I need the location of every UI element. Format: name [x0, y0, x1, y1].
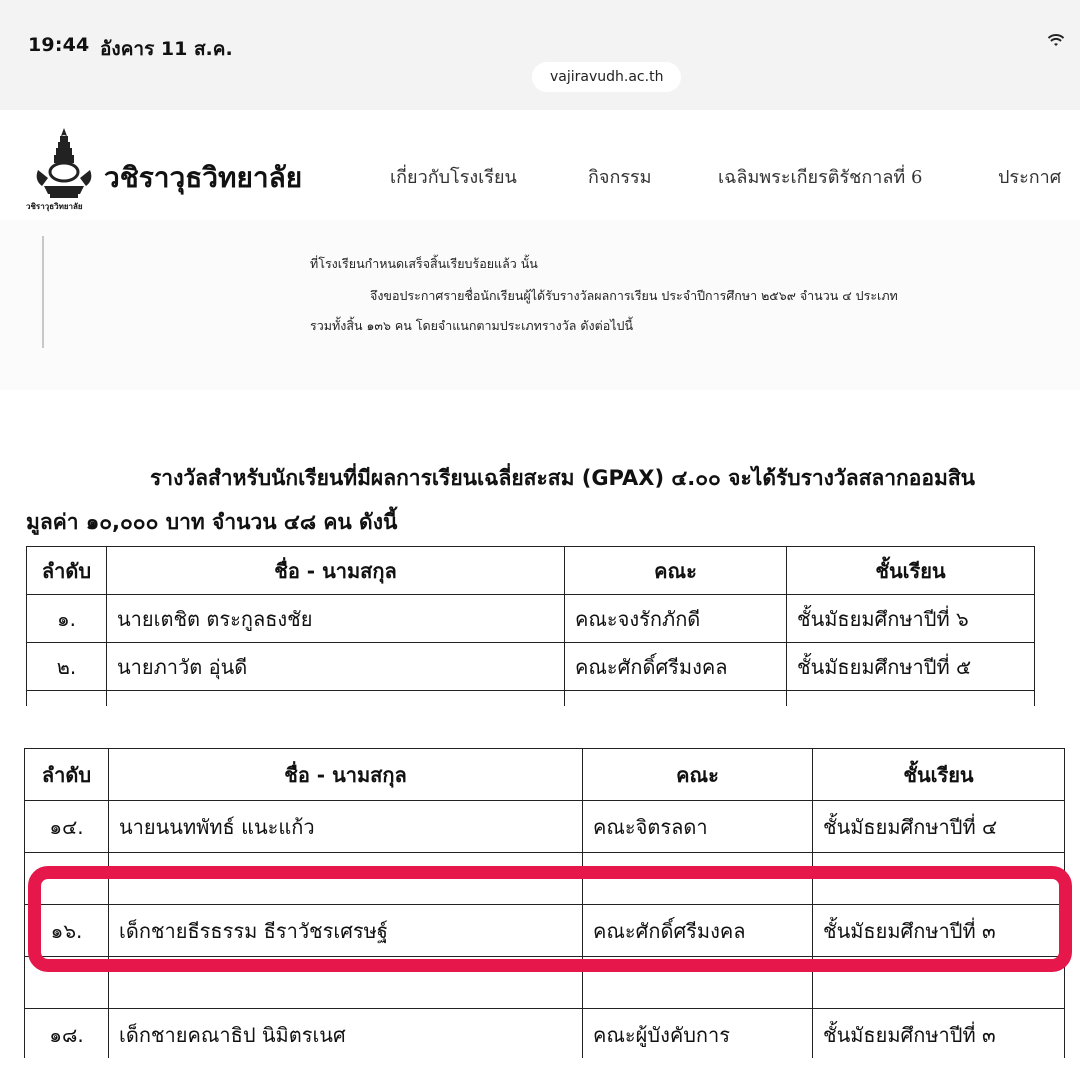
award-table-top — [26, 546, 1035, 711]
cell-order: ๑๔. — [25, 801, 109, 853]
excerpt-divider — [42, 236, 44, 348]
cell-grade: ชั้นมัธยมศึกษาปีที่ ๕ — [787, 643, 1035, 691]
cell-house: คณะศักดิ์ศรีมงคล — [565, 643, 787, 691]
nav-announcements[interactable]: ประกาศ — [998, 167, 1062, 188]
highlight-box — [28, 866, 1072, 972]
col-header-grade: ชั้นเรียน — [787, 547, 1035, 595]
col-header-order: ลำดับ — [25, 749, 109, 801]
status-time: 19:44 — [28, 34, 90, 56]
col-header-name: ชื่อ - นามสกุล — [109, 749, 583, 801]
cell-grade: ชั้นมัธยมศึกษาปีที่ ๖ — [787, 595, 1035, 643]
excerpt-line: ที่โรงเรียนกำหนดเสร็จสิ้นเรียบร้อยแล้ว นั้น — [310, 256, 538, 271]
cell-grade: ชั้นมัธยมศึกษาปีที่ ๔ — [813, 801, 1065, 853]
table-header-row — [25, 749, 1065, 801]
status-date: อังคาร 11 ส.ค. — [100, 38, 233, 60]
cell-house: คณะจงรักภักดี — [565, 595, 787, 643]
crest-caption: วชิราวุธวิทยาลัย — [26, 202, 83, 211]
excerpt-line: จึงขอประกาศรายชื่อนักเรียนผู้ได้รับรางวัลผลการเรียน ประจำปีการศึกษา ๒๕๖๙ จำนวน ๔ ประเภท — [370, 288, 898, 303]
screenshot-crop-gap — [0, 706, 1080, 730]
col-header-house: คณะ — [565, 547, 787, 595]
cell-order: ๑๖. — [25, 905, 109, 957]
col-header-order: ลำดับ — [27, 547, 107, 595]
table-row — [25, 801, 1065, 853]
table-row — [27, 643, 1035, 691]
cell-house: คณะผู้บังคับการ — [583, 1009, 813, 1061]
excerpt-line: รวมทั้งสิ้น ๑๓๖ คน โดยจำแนกตามประเภทรางวัล ดังต่อไปนี้ — [310, 318, 633, 333]
cell-grade: ชั้นมัธยมศึกษาปีที่ ๓ — [813, 905, 1065, 957]
col-header-grade: ชั้นเรียน — [813, 749, 1065, 801]
announcement-excerpt — [0, 220, 1080, 390]
site-logo-text[interactable]: วชิราวุธวิทยาลัย — [104, 161, 303, 194]
table-header-row — [27, 547, 1035, 595]
site-header — [0, 110, 1080, 220]
col-header-house: คณะ — [583, 749, 813, 801]
cell-house: คณะศักดิ์ศรีมงคล — [583, 905, 813, 957]
cell-name: นายนนทพัทธ์ แนะแก้ว — [109, 801, 583, 853]
nav-about[interactable]: เกี่ยวกับโรงเรียน — [390, 167, 517, 188]
page-bottom-edge — [0, 1058, 1080, 1080]
table-row — [25, 1009, 1065, 1061]
table-row — [27, 595, 1035, 643]
cell-order: ๒. — [27, 643, 107, 691]
nav-activities[interactable]: กิจกรรม — [588, 167, 652, 188]
cell-name: นายเตชิต ตระกูลธงชัย — [107, 595, 565, 643]
cell-order: ๑๘. — [25, 1009, 109, 1061]
cell-name: เด็กชายธีรธรรม ธีราวัชรเศรษฐ์ — [109, 905, 583, 957]
school-crest-icon — [30, 126, 98, 200]
cell-name: นายภาวัต อุ่นดี — [107, 643, 565, 691]
award-heading: รางวัลสำหรับนักเรียนที่มีผลการเรียนเฉลี่ยสะสม (GPAX) ๔.๐๐ จะได้รับรางวัลสลากออมสิน — [150, 466, 975, 490]
wifi-icon — [1048, 34, 1064, 48]
cell-name: เด็กชายคณาธิป นิมิตรเนศ — [109, 1009, 583, 1061]
cell-house: คณะจิตรลดา — [583, 801, 813, 853]
cell-order: ๑. — [27, 595, 107, 643]
award-subheading: มูลค่า ๑๐,๐๐๐ บาท จำนวน ๔๘ คน ดังนี้ — [26, 510, 398, 534]
status-bar — [0, 0, 1080, 110]
nav-king-rama6[interactable]: เฉลิมพระเกียรติรัชกาลที่ 6 — [718, 167, 923, 188]
col-header-name: ชื่อ - นามสกุล — [107, 547, 565, 595]
cell-grade: ชั้นมัธยมศึกษาปีที่ ๓ — [813, 1009, 1065, 1061]
url-bar[interactable]: vajiravudh.ac.th — [532, 62, 681, 92]
